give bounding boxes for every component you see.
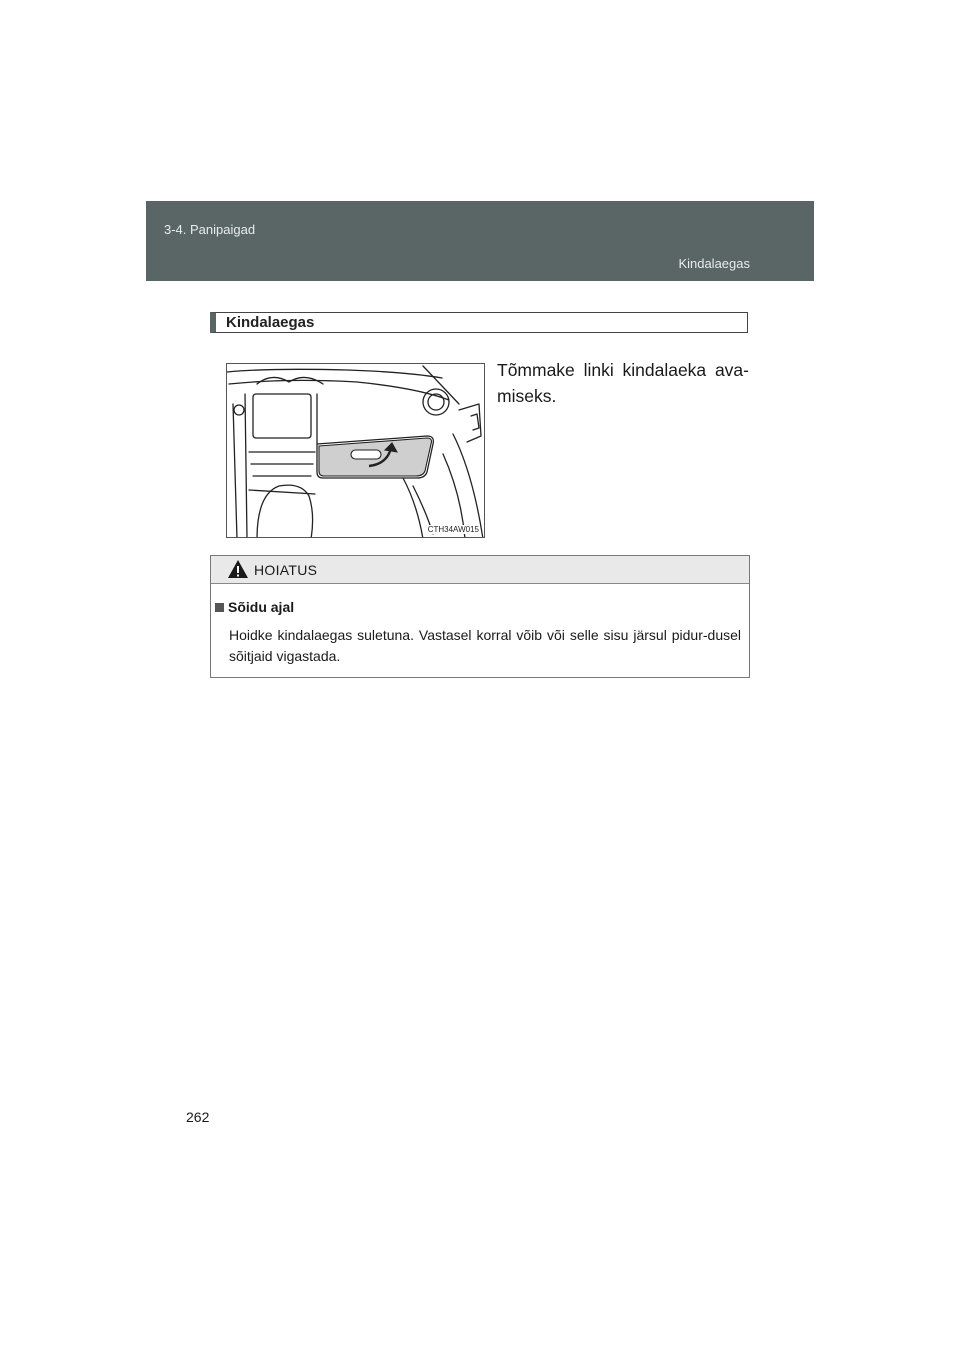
warning-subheading-text: Sõidu ajal: [228, 599, 295, 615]
section-title: Kindalaegas: [226, 314, 315, 331]
page-header: [146, 201, 814, 281]
warning-label: HOIATUS: [254, 562, 318, 578]
section-title-box: [210, 312, 748, 333]
warning-subheading: [215, 599, 294, 615]
warning-triangle-icon: [227, 559, 249, 579]
glovebox-illustration: [226, 363, 485, 538]
figure-code: CTH34AW015: [427, 525, 479, 534]
square-bullet-icon: [215, 603, 224, 612]
warning-header: [211, 556, 749, 584]
dashboard-drawing: [227, 364, 485, 538]
page-number: 262: [186, 1109, 210, 1125]
topic-label: Kindalaegas: [678, 256, 750, 271]
warning-text: Hoidke kindalaegas suletuna. Vastasel korral võib või selle sisu järsul pidur-dusel sõitjaid vigastada.: [229, 627, 741, 664]
section-breadcrumb: 3-4. Panipaigad: [164, 222, 256, 237]
instruction-text: Tõmmake linki kindalaeka ava-miseks.: [497, 360, 749, 406]
warning-box: [210, 555, 750, 678]
